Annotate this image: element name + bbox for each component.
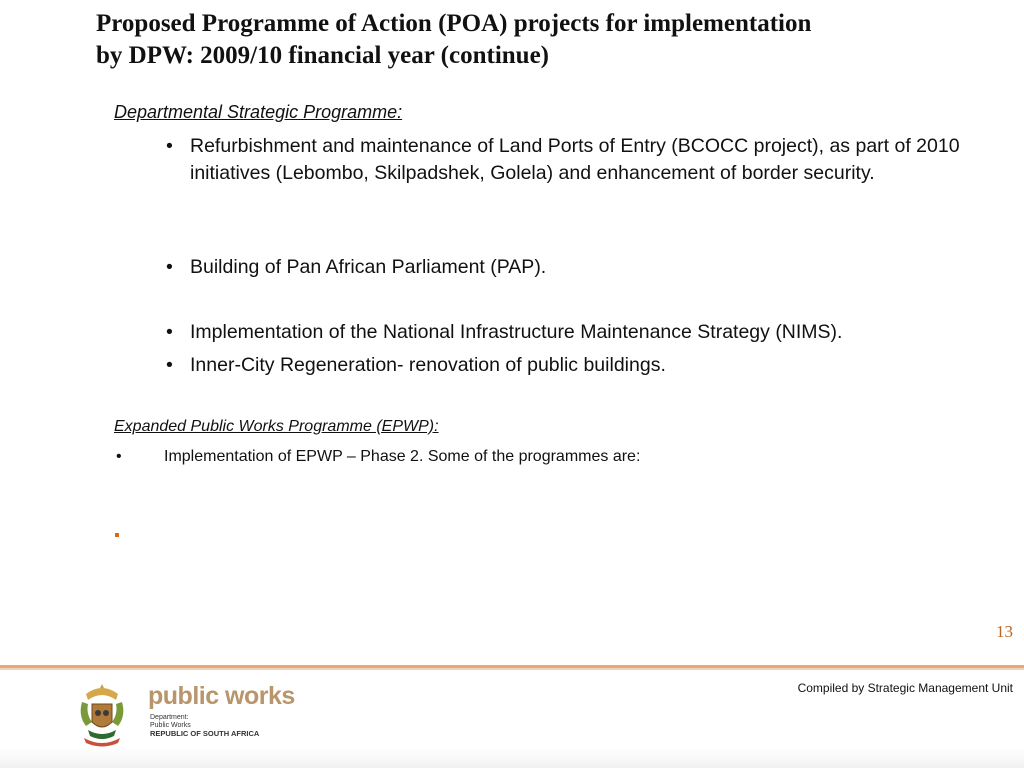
bullet-dot: •	[116, 448, 122, 465]
list-item	[164, 352, 964, 379]
slide-title	[96, 8, 976, 72]
bullet-dot: •	[166, 135, 173, 157]
bullet-list-strategic	[164, 133, 964, 187]
section-heading-strategic: Departmental Strategic Programme:	[114, 102, 403, 122]
logo-wordmark: public works	[148, 682, 295, 710]
bullet-dot: •	[166, 321, 173, 343]
coat-of-arms-icon	[76, 680, 128, 750]
bullet-dot: •	[166, 354, 173, 376]
list-item-text: Implementation of the National Infrastructure Maintenance Strategy (NIMS).	[190, 321, 843, 343]
title-line-1: Proposed Programme of Action (POA) projects for implementation	[96, 10, 812, 37]
list-item-text: Inner-City Regeneration- renovation of public buildings.	[190, 354, 666, 376]
page-number: 13	[996, 622, 1013, 641]
bottom-fade	[0, 748, 1024, 768]
bullet-list-strategic-3	[164, 319, 964, 346]
bullet-list-strategic-2	[164, 254, 964, 281]
logo-sub-line-1: Department:	[150, 714, 189, 721]
logo-subtitle	[150, 714, 259, 738]
footer-divider-shadow	[0, 668, 1024, 670]
bullet-dot: •	[166, 256, 173, 278]
list-item	[164, 133, 964, 187]
orange-marker	[115, 533, 119, 537]
bullet-list-strategic-4	[164, 352, 964, 379]
list-item-text: Building of Pan African Parliament (PAP).	[190, 256, 547, 278]
list-item-text: Implementation of EPWP – Phase 2. Some of the programmes are:	[164, 448, 641, 465]
list-item-text: Refurbishment and maintenance of Land Ports of Entry (BCOCC project), as part of 2010 initiatives (Lebombo, Skilpadshek, Golela) and enhancement of border security.	[190, 135, 960, 184]
logo-sub-line-3: REPUBLIC OF SOUTH AFRICA	[150, 729, 260, 738]
list-item	[164, 319, 964, 346]
section-heading-epwp: Expanded Public Works Programme (EPWP):	[114, 418, 439, 435]
logo-sub-line-2: Public Works	[150, 722, 191, 729]
compiled-by-label: Compiled by Strategic Management Unit	[797, 681, 1013, 695]
list-item	[164, 254, 964, 281]
title-line-2: by DPW: 2009/10 financial year (continue)	[96, 42, 550, 69]
